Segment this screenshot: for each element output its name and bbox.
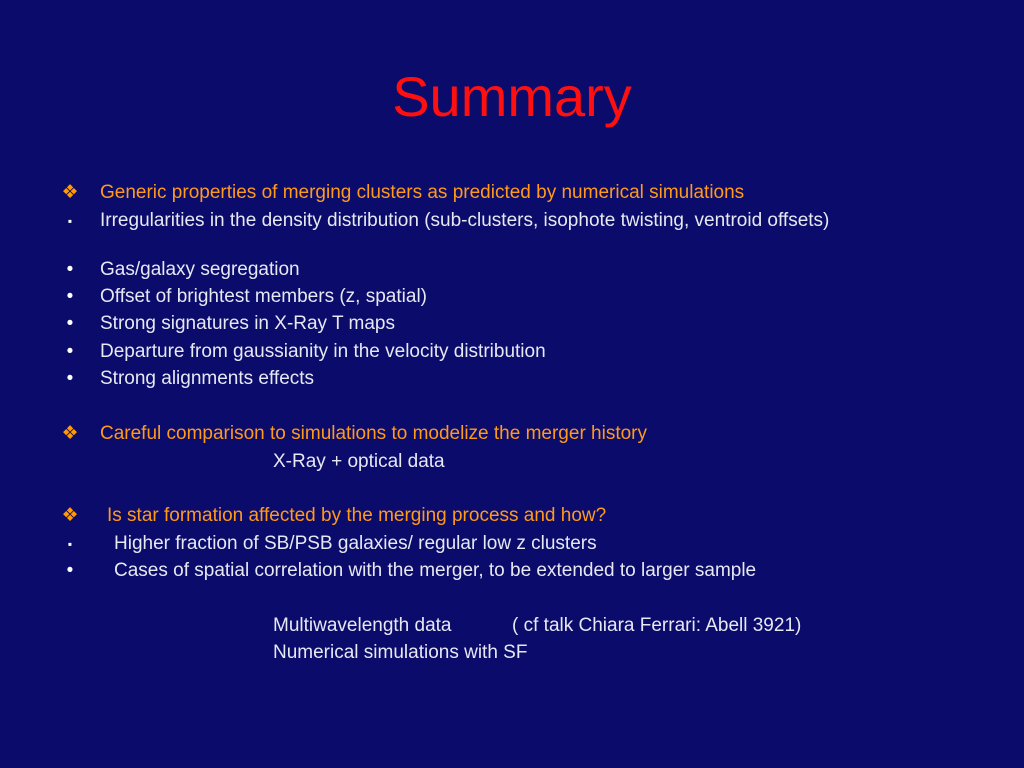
diamond-bullet-icon: ❖: [61, 182, 79, 203]
note-right-text: ( cf talk Chiara Ferrari: Abell 3921): [512, 615, 802, 636]
diamond-bullet-icon: ❖: [61, 423, 79, 444]
sub-note: [0, 451, 1024, 477]
list-item-text: Higher fraction of SB/PSB galaxies/ regular low z clusters: [114, 533, 597, 554]
sub-note-text: X-Ray + optical data: [273, 451, 445, 472]
list-item-text: Strong signatures in X-Ray T maps: [100, 313, 395, 334]
section-heading-text: Generic properties of merging clusters as predicted by numerical simulations: [100, 182, 745, 203]
bullet-icon: •: [66, 259, 74, 280]
list-item: [0, 533, 1024, 559]
section-heading-star-formation: [0, 505, 1024, 531]
list-item-text: Strong alignments effects: [100, 368, 315, 389]
list-item: [0, 286, 1024, 312]
square-bullet-icon: ▪: [67, 214, 73, 228]
bullet-icon: •: [66, 341, 74, 362]
list-item: [0, 368, 1024, 394]
list-item-text: Gas/galaxy segregation: [100, 259, 300, 280]
list-item: [0, 313, 1024, 339]
bullet-icon: •: [66, 368, 74, 389]
list-item-text: Irregularities in the density distribution (sub-clusters, isophote twisting, ventroid offsets): [100, 210, 830, 231]
bullet-icon: •: [66, 286, 74, 307]
list-item: [0, 259, 1024, 285]
list-item: [0, 341, 1024, 367]
bullet-icon: •: [66, 313, 74, 334]
list-item: [0, 560, 1024, 586]
slide-title: Summary: [392, 65, 632, 128]
list-item-text: Departure from gaussianity in the velocity distribution: [100, 341, 546, 362]
list-item-text: Offset of brightest members (z, spatial): [100, 286, 427, 307]
note-row: [0, 615, 1024, 641]
square-bullet-icon: ▪: [67, 537, 73, 551]
diamond-bullet-icon: ❖: [61, 505, 79, 526]
note-left-text: Numerical simulations with SF: [273, 642, 528, 663]
note-row: [0, 642, 1024, 668]
note-left-text: Multiwavelength data: [273, 615, 452, 636]
section-heading-text: Careful comparison to simulations to modelize the merger history: [100, 423, 648, 444]
section-heading-comparison: [0, 423, 1024, 449]
list-item-text: Cases of spatial correlation with the merger, to be extended to larger sample: [114, 560, 757, 581]
section-heading-text: Is star formation affected by the merging process and how?: [107, 505, 607, 526]
list-item: [0, 210, 1024, 258]
bullet-icon: •: [66, 560, 74, 581]
section-heading-generic-properties: [0, 182, 1024, 208]
